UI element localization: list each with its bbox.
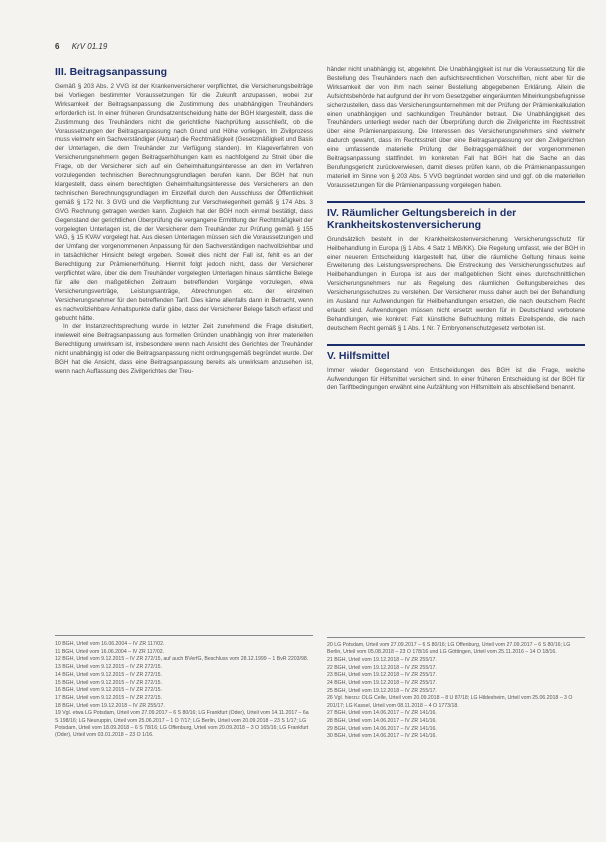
- section-heading-beitragsanpassung: III. Beitragsanpassung: [55, 66, 168, 78]
- footnote: 11 BGH, Urteil vom 16.06.2004 – IV ZR 117/02.: [55, 648, 165, 655]
- footnote: 19 Vgl. etwa LG Potsdam, Urteil vom 27.09.2017 – 6 S 80/16; LG Frankfurt (Oder), Urteil vom 14.11.2017 – 6a S 198/16; LG Neuruppin, Urteil vom 25.06.2017 – 1 O 7/17; LG Berlin, Urteil vom 20.09.2018 – 23 S 1/17; LG Potsdam, Urteil vom 18.09.2018 – 6 S 78/16; LG Offenburg, Urteil vom 20.09.2018 – 3 O 165/16; LG Frankfurt (Oder), Urteil vom 03.01.2018 – 23 O 1/16.: [55, 710, 309, 738]
- footnotes-left: [55, 635, 313, 740]
- section-heading-hilfsmittel: V. Hilfsmittel: [327, 344, 585, 362]
- footnote: 30 BGH, Urteil vom 14.06.2017 – IV ZR 141/16.: [327, 733, 437, 740]
- footnote: 23 BGH, Urteil vom 19.12.2018 – IV ZR 255/17.: [327, 672, 437, 679]
- footnote: 20 LG Potsdam, Urteil vom 27.09.2017 – 6 S 80/16; LG Offenburg, Urteil vom 27.09.2017 – 6 S 80/16; LG Berlin, Urteil vom 05.08.2018 – 23 O 178/16 und LG Göttingen, Urteil vom 25.11.2016 – 14 O 18/16.: [327, 642, 571, 656]
- footnote: 28 BGH, Urteil vom 14.06.2017 – IV ZR 141/16.: [327, 718, 437, 725]
- paragraph: Gemäß § 203 Abs. 2 VVG ist der Krankenversicherer verpflichtet, die Versicherungsbeiträge bei Vorliegen bestimmter Voraussetzungen für die Zukunft anzupassen, wobei zur Wirksamkeit der Beitragsanpassung die Zustimmung des unabhängigen Treuhänders erforderlich ist. In einer früheren Grundsatzentscheidung hatte der BGH klargestellt, dass die Zustimmung des Treuhänders nicht die gerichtliche Nachprüfung ausschließt, ob die Voraussetzungen der Beitragsanpassung nach Grund und Höhe vorliegen. Im Zivilprozess muss vielmehr ein Sachverständiger (Aktuar) die Rechtmäßigkeit (Gesetzmäßigkeit und Basis der Unterlagen, die dem Treuhänder zur Verfügung standen). Im Klageverfahren von Versicherungsnehmern gegen Beitragserhöhungen kam es nachfolgend zu Streit über die Frage, ob der Versicherer sich auf ein Geheimhaltungsinteresse an den im Verfahren vorzulegenden technischen Berechnungsgrundlagen berufen kann. Der BGH hat nun klargestellt, dass einem berechtigten Geheimhaltungsinteresse des Versicherers an den technischen Berechnungsgrundlagen im Einzelfall durch den Ausschluss der Öffentlichkeit gemäß § 172 Nr. 3 GVG und die Verpflichtung zur Verschwiegenheit gemäß § 174 Abs. 3 GVG Rechnung getragen werden kann. Zugleich hat der BGH noch einmal bestätigt, dass Gegenstand der gerichtlichen Überprüfung die vergangene Ermittlung der Rechtmäßigkeit der vorgelegten Unterlagen ist, die der Versicherer dem Treuhänder zur Prüfung gemäß § 155 VAG, § 15 KVAV vorgelegt hat. Aus diesen Unterlagen müssen sich die Voraussetzungen und der Umfang der vorgenommenen Anpassung für den Sachverständigen nachvollziehbar und in tatsächlicher Hinsicht belegt ergeben. Soweit dies nicht der Fall ist, fehlt es an der Berechtigung zur Prämienerhöhung. Hiermit folgt jedoch nicht, dass der Versicherer verpflichtet wäre, über die dem Treuhänder vorgelegten Unterlagen hinaus sämtliche Belege für alle den maßgeblichen Zeitraum betreffenden Vorgänge vorzulegen, etwa Versicherungsverträge, Leistungsanträge, Abrechnungen etc. der einzelnen Versicherungsnehmer für den betreffenden Tarif. Dies käme allenfalls dann in Betracht, wenn es nachvollziehbare Anhaltspunkte dafür gäbe, dass der Versicherer Belege falsch erfasst und gebucht hätte.: [55, 83, 313, 322]
- paragraph: Immer wieder Gegenstand von Entscheidungen des BGH ist die Frage, welche Aufwendungen für Hilfsmittel versichert sind. In einer früheren Entscheidung ist der BGH für den Tariftbedingungen erwähnt eine Aufzählung von Hilfsmitteln als abschließend benannt.: [327, 366, 585, 392]
- footnote: 25 BGH, Urteil vom 19.12.2018 – IV ZR 255/17.: [327, 687, 437, 694]
- footnote: 12 BGH, Urteil vom 9.12.2015 – IV ZR 272/15, auf auch BVerfG, Beschluss vom 28.12.1999 – 1 BvR 2203/98.: [55, 656, 309, 663]
- footnote: 26 Vgl. hierzu: OLG Celle, Urteil vom 20.09.2018 – 8 U 87/18; LG Hildesheim, Urteil vom 25.06.2018 – 3 O 201/17; LG Kassel, Urteil vom 08.11.2018 – 4 O 1773/18.: [327, 695, 573, 709]
- footnote: 22 BGH, Urteil vom 19.12.2018 – IV ZR 255/17.: [327, 664, 437, 671]
- footnote: 14 BGH, Urteil vom 9.12.2015 – IV ZR 272/15.: [55, 671, 162, 678]
- journal-reference: KrV 01.19: [71, 42, 108, 51]
- paragraph: händer nicht unabhängig ist, abgelehnt. Die Unabhängigkeit ist nur die Voraussetzung für die Bestellung des Treuhänders nach den aufsichtsrechtlichen Vorschriften, nicht aber für die Wirksamkeit der von ihm nach seiner Bestellung abgegebenen Erklärung. Allein die Aufsichtsbehörde hat aufgrund der ihr vom Gesetzgeber eingeräumten Mitwirkungsbefugnisse sicherzustellen, dass das Versicherungsunternehmen mit der Prüfung der Prämienkalkulation einen unabhängigen und sachkundigen Treuhänder betraut. Die Unabhängigkeit des Treuhänders unterliegt weder nach der Überprüfung durch die Zivilgerichte im Rechtsstreit über eine Prämienanpassung. Die Interessen des Versicherungsnehmers sind vielmehr dadurch gewahrt, dass im Rechtsstreit über eine Beitragsanpassung vor den Zivilgerichten eine umfassende materielle Prüfung der Beitragsgemäßheit der vorgenommenen Beitragsanpassung stattfindet. Im konkreten Fall hat BGH hat die Sache an das Berufungsgericht zurückverwiesen, damit dieses prüfen kann, ob die Prämienanpassungen materiell im Sinne von § 203 Abs. 5 VVG begründet worden sind und ggf. ob die materiellen Voraussetzungen für die Prämienanpassung vorgelegen haben.: [327, 66, 585, 189]
- footnote: 16 BGH, Urteil vom 9.12.2015 – IV ZR 272/15.: [55, 687, 162, 694]
- footnote: 17 BGH, Urteil vom 9.12.2015 – IV ZR 272/15.: [55, 694, 162, 701]
- footnote: 18 BGH, Urteil vom 19.12.2018 – IV ZR 255/17.: [55, 702, 165, 709]
- footnote: 21 BGH, Urteil vom 19.12.2018 – IV ZR 255/17.: [327, 656, 437, 663]
- footnote: 24 BGH, Urteil vom 19.12.2018 – IV ZR 255/17.: [327, 680, 437, 687]
- footnote: 13 BGH, Urteil vom 9.12.2015 – IV ZR 272/15.: [55, 664, 162, 671]
- section-heading-geltungsbereich: IV. Räumlicher Geltungsbereich in der Krankheitskostenversicherung: [327, 201, 585, 231]
- page-number: 6: [55, 42, 60, 51]
- footnotes-right: [327, 637, 585, 741]
- paragraph: Grundsätzlich besteht in der Krankheitskostenversicherung Versicherungsschutz für Heilbehandlung in Europa (§ 1 Abs. 4 Satz 1 MB/KK). Die Regelung umfasst, wie der BGH in einer neueren Entscheidung klargestellt hat, über die räumliche Geltung hinaus keine Erweiterung des Leistungsversprechens. Die Erstreckung des Versicherungsschutzes auf Heilbehandlungen in Europa ist aus der maßgeblichen Sicht eines durchschnittlichen Versicherungsnehmers nur als Regelung des räumlichen Geltungsbereiches des Versicherungsschutzes zu verstehen. Der Versicherer muss daher auch bei der Behandlung im Ausland nur Aufwendungen für Heilbehandlungen ersetzen, die nach deutschem Recht erlaubt sind. Aufwendungen müssen nicht ersetzt werden für in Deutschland verbotene Behandlungen, wie konkret: Fall: künstliche Befruchtung mittels Eizellspende, die nach deutschem Recht gemäß § 1 Abs. 1 Nr. 7 Embryonenschutzgesetz verboten ist.: [327, 235, 585, 332]
- footnote: 10 BGH, Urteil vom 16.06.2004 – IV ZR 117/02.: [55, 641, 165, 647]
- paragraph: In der Instanzrechtsprechung wurde in letzter Zeit zunehmend die Frage diskutiert, inwieweit eine Beitragsanpassung aus formellen Gründen unabhängig von ihrer materiellen Berechtigung unwirksam ist, insbesondere wenn nach Ansicht des Gerichtes der Treuhänder nicht unabhängig ist oder die Beitragsanpassung nicht ordnungsgemäß begründet wurde. Der BGH hat die Ansicht, dass eine Beitragsanpassung bereits als unwirksam anzusehen ist, wenn nach Auffassung des Zivilgerichtes der Treu-: [55, 323, 313, 375]
- footnote: 27 BGH, Urteil vom 14.06.2017 – IV ZR 141/16.: [327, 710, 437, 717]
- left-column: [55, 64, 313, 377]
- page-header: [55, 42, 107, 51]
- footnote: 29 BGH, Urteil vom 14.06.2017 – IV ZR 141/16.: [327, 725, 437, 732]
- footnote: 15 BGH, Urteil vom 9.12.2015 – IV ZR 272/15.: [55, 679, 162, 686]
- right-column: [327, 66, 585, 393]
